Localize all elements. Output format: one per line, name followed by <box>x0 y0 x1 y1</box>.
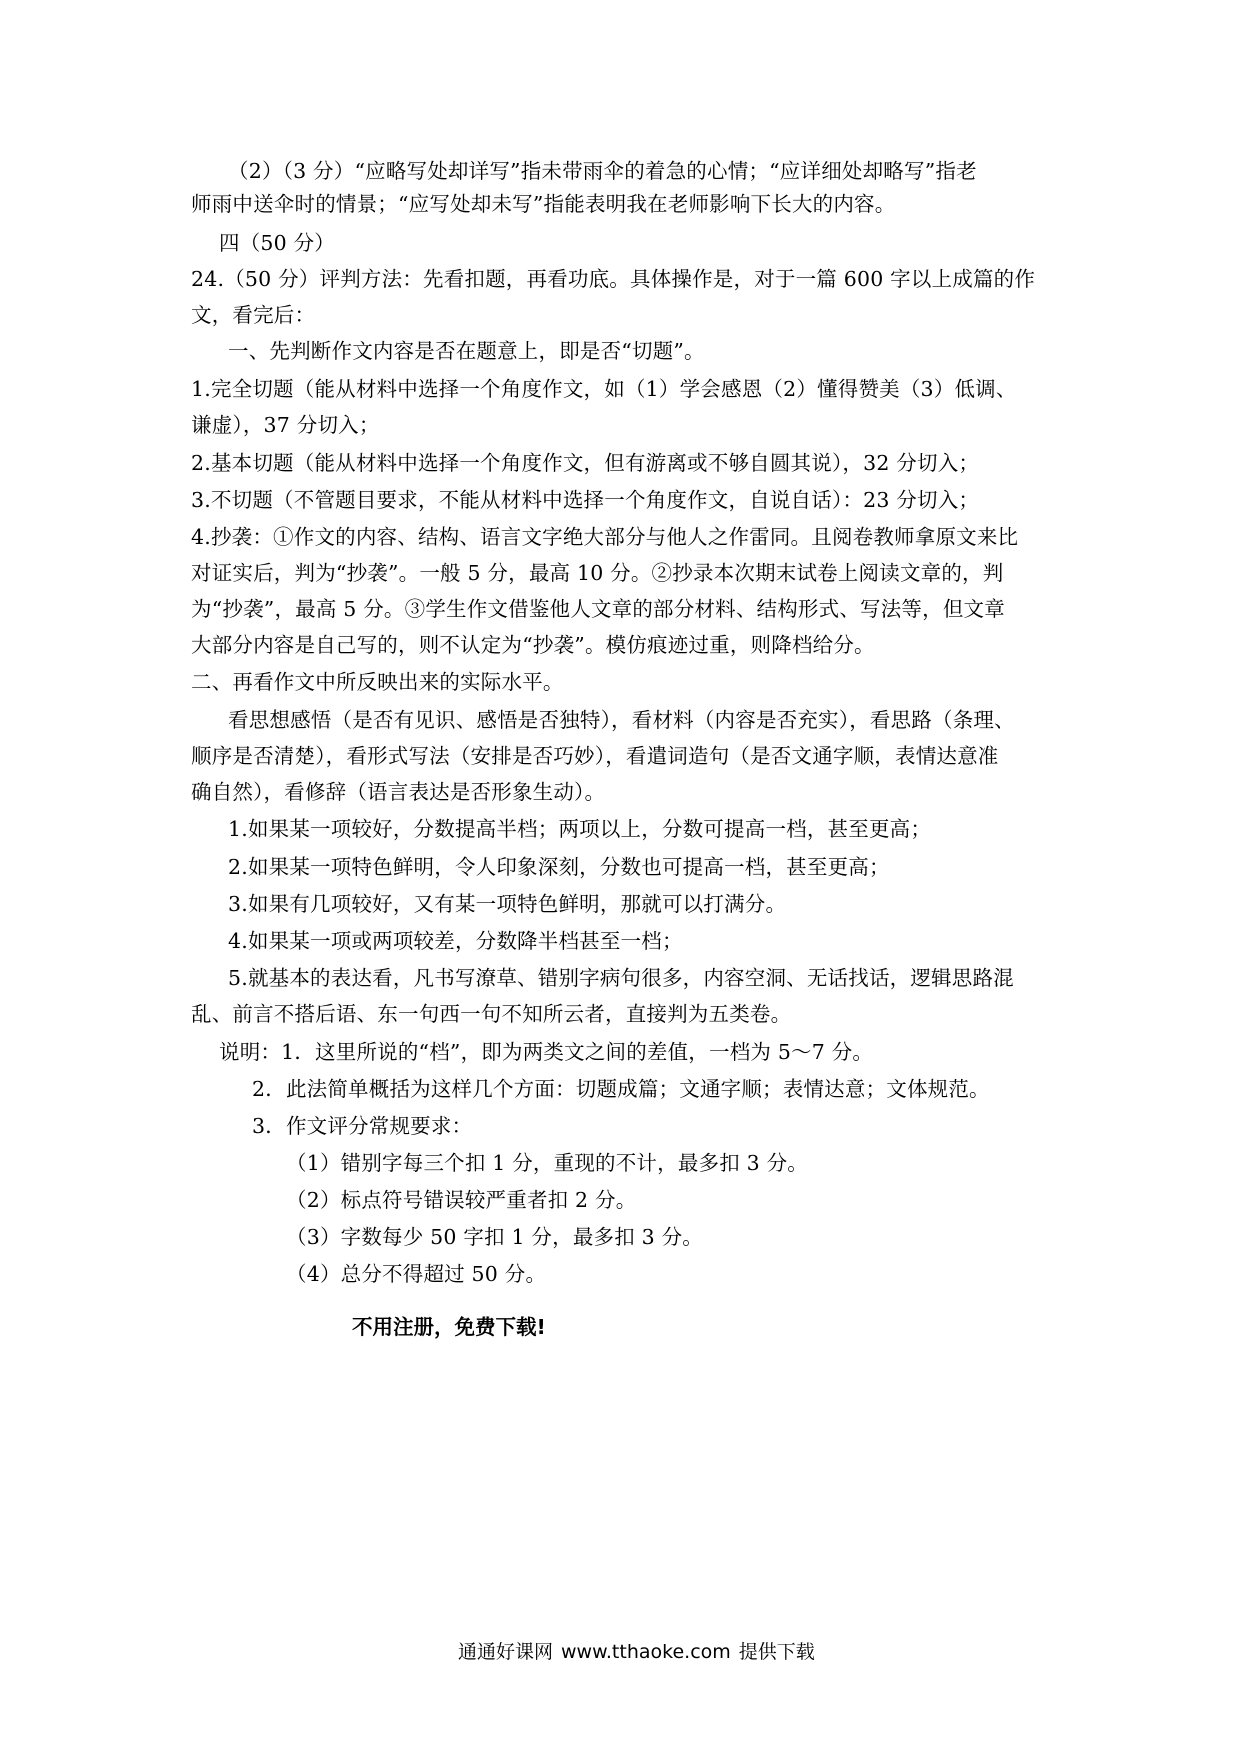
rule-4: 4.如果某一项或两项较差，分数降半档甚至一档； <box>228 929 683 953</box>
page-footer <box>458 1638 815 1666</box>
aspects-line-1: 看思想感悟（是否有见识、感悟是否独特），看材料（内容是否充实），看思路（条理、 <box>228 708 1015 732</box>
aspects-line-2: 顺序是否清楚），看形式写法（安排是否巧妙），看遣词造句（是否文通字顺，表情达意准 <box>191 744 999 768</box>
section-four-heading: 四（50 分） <box>219 231 336 255</box>
step-one-heading: 一、先判断作文内容是否在题意上，即是否“切题”。 <box>228 339 705 363</box>
note-3-item-3: （3）字数每少 50 字扣 1 分，最多扣 3 分。 <box>286 1225 704 1249</box>
rule-2: 2.如果某一项特色鲜明，令人印象深刻，分数也可提高一档，甚至更高； <box>228 855 890 879</box>
note-3-item-1: （1）错别字每三个扣 1 分，重现的不计，最多扣 3 分。 <box>286 1151 808 1175</box>
rule-3: 3.如果有几项较好，又有某一项特色鲜明，那就可以打满分。 <box>228 892 787 916</box>
criterion-4-line-2: 对证实后，判为“抄袭”。一般 5 分，最高 10 分。②抄录本次期末试卷上阅读文章的，判 <box>191 561 1004 585</box>
rule-5-line-2: 乱、前言不搭后语、东一句西一句不知所云者，直接判为五类卷。 <box>191 1002 792 1026</box>
criterion-4-line-3: 为“抄袭”，最高 5 分。③学生作文借鉴他人文章的部分材料、结构形式、写法等，但文章 <box>191 597 1005 621</box>
rule-1: 1.如果某一项较好，分数提高半档；两项以上，分数可提高一档，甚至更高； <box>228 817 932 841</box>
criterion-2: 2.基本切题（能从材料中选择一个角度作文，但有游离或不够自圆其说），32 分切入； <box>191 451 980 475</box>
note-3-item-4: （4）总分不得超过 50 分。 <box>286 1262 547 1286</box>
text-line-1: （2）（3 分）“应略写处却详写”指未带雨伞的着急的心情；“应详细处却略写”指老 <box>228 159 977 183</box>
criterion-4-line-1: 4.抄袭：①作文的内容、结构、语言文字绝大部分与他人之作雷同。且阅卷教师拿原文来比 <box>191 525 1019 549</box>
rule-5-line-1: 5.就基本的表达看，凡书写潦草、错别字病句很多，内容空洞、无话找话，逻辑思路混 <box>228 966 1014 990</box>
text-line-5: 文，看完后： <box>191 303 316 327</box>
note-3: 3．作文评分常规要求： <box>252 1114 473 1138</box>
text-line-4: 24.（50 分）评判方法：先看扣题，再看功底。具体操作是，对于一篇 600 字以上成篇的作 <box>191 267 1036 291</box>
step-two-heading: 二、再看作文中所反映出来的实际水平。 <box>191 670 564 694</box>
note-3-item-2: （2）标点符号错误较严重者扣 2 分。 <box>286 1188 637 1212</box>
text-line-2: 师雨中送伞时的情景；“应写处却未写”指能表明我在老师影响下长大的内容。 <box>191 192 896 216</box>
note-2: 2．此法简单概括为这样几个方面：切题成篇；文通字顺；表情达意；文体规范。 <box>252 1077 990 1101</box>
footer-url[interactable]: www.tthaoke.com <box>561 1641 731 1663</box>
aspects-line-3: 确自然），看修辞（语言表达是否形象生动）。 <box>191 780 606 804</box>
criterion-1-line-1: 1.完全切题（能从材料中选择一个角度作文，如（1）学会感恩（2）懂得赞美（3）低调、 <box>191 377 1017 401</box>
download-notice: 不用注册，免费下载! <box>352 1315 546 1339</box>
criterion-4-line-4: 大部分内容是自己写的，则不认定为“抄袭”。模仿痕迹过重，则降档给分。 <box>191 633 875 657</box>
criterion-1-line-2: 谦虚），37 分切入； <box>191 413 380 437</box>
footer-site-name: 通通好课网 <box>458 1641 554 1663</box>
note-1: 说明：1．这里所说的“档”，即为两类文之间的差值，一档为 5～7 分。 <box>219 1040 874 1064</box>
criterion-3: 3.不切题（不管题目要求，不能从材料中选择一个角度作文，自说自话）：23 分切入； <box>191 488 980 512</box>
footer-suffix: 提供下载 <box>738 1641 815 1663</box>
